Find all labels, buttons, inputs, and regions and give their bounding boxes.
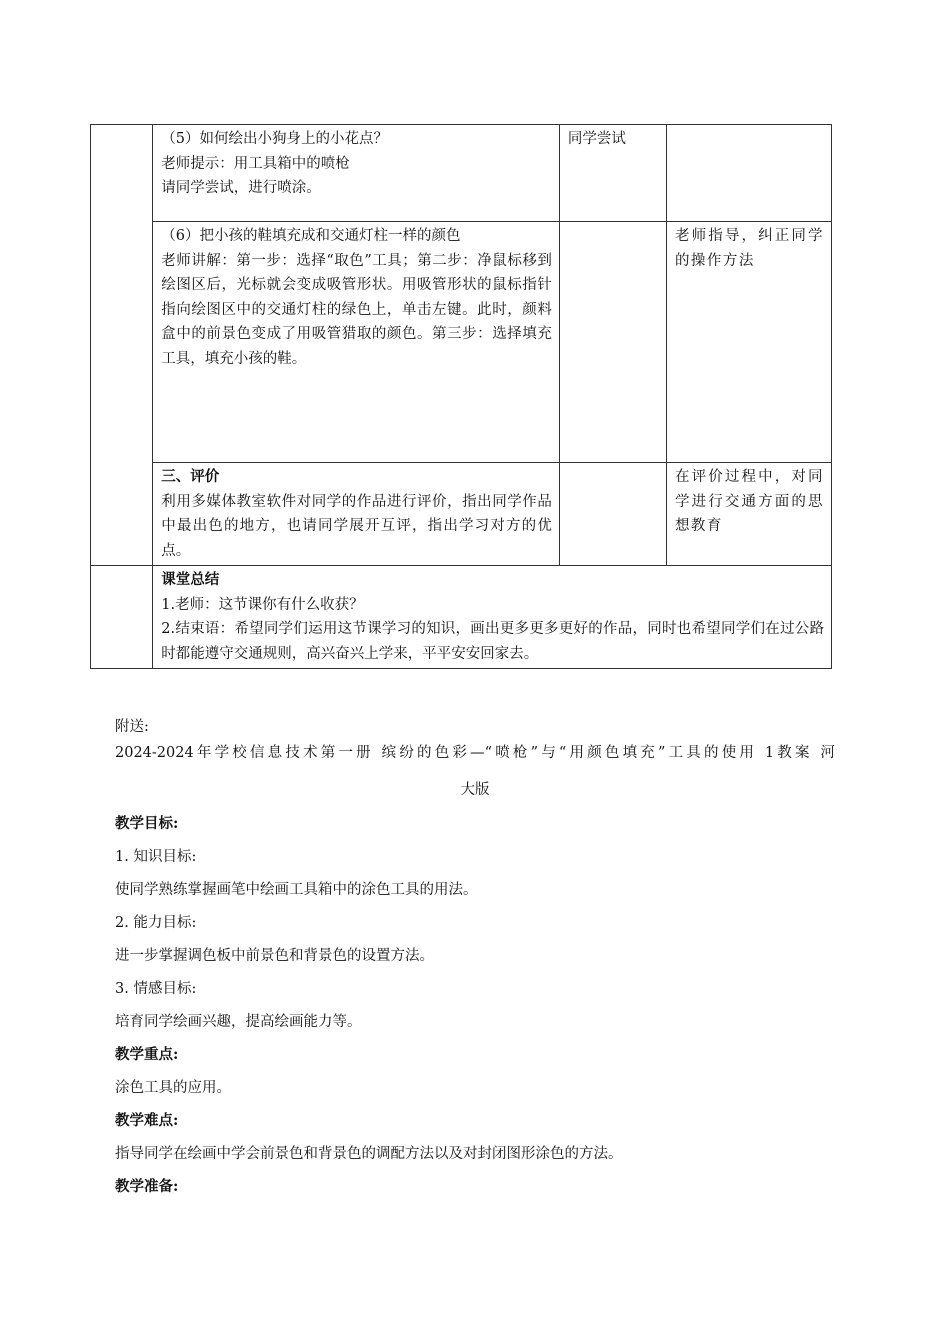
- student-activity-cell: 同学尝试: [559, 125, 666, 222]
- appendix-title: 2024-2024年学校信息技术第一册 缤纷的色彩—“喷枪”与“用颜色填充”工具的使用 1教案 河: [115, 745, 835, 761]
- key-points-heading: 教学重点:: [115, 1046, 179, 1063]
- difficulty-text: 指导同学在绘画中学会前景色和背景色的调配方法以及对封闭图形涂色的方法。: [115, 1146, 623, 1162]
- goal-label: 1. 知识目标:: [115, 849, 197, 865]
- summary-cell: [153, 566, 832, 669]
- content-cell: [153, 125, 560, 222]
- appendix-title-continued: 大版: [460, 782, 490, 798]
- design-note-cell: [666, 125, 831, 222]
- step-body: 老师讲解：第一步：选择“取色”工具；第二步：净鼠标移到绘图区后，光标就会变成吸管形状。用吸管形状的鼠标指针指向绘图区中的交通灯柱的绿色上，单击左键。此时，颜料盒中的前景色变成了用吸管猎取的颜色。第三步：选择填充工具，填充小孩的鞋。: [161, 252, 552, 367]
- summary-line: 1.老师：这节课你有什么收获？: [161, 596, 364, 613]
- table-row: [91, 566, 832, 669]
- content-cell: [153, 222, 560, 463]
- goal-label: 3. 情感目标:: [115, 981, 197, 997]
- difficulty-heading: 教学难点:: [115, 1112, 179, 1129]
- content-line: （5）如何绘出小狗身上的小花点？: [161, 131, 389, 147]
- section-body: 利用多媒体教室软件对同学的作品进行评价，指出同学作品中最出色的地方，也请同学展开互评，指出学习对方的优点。: [161, 493, 552, 559]
- table-row: [91, 125, 832, 222]
- goals-heading: 教学目标:: [115, 815, 179, 832]
- stage-cell: [91, 566, 153, 669]
- goal-text: 培育同学绘画兴趣，提高绘画能力等。: [115, 1014, 362, 1030]
- summary-line: 2.结束语：希望同学们运用这节课学习的知识，画出更多更多更好的作品，同时也希望同学们在过公路时都能遵守交通规则，高兴奋兴上学来，平平安安回家去。: [161, 621, 824, 662]
- student-activity-cell: [559, 222, 666, 463]
- goal-text: 进一步掌握调色板中前景色和背景色的设置方法。: [115, 948, 434, 964]
- lesson-plan-table: [90, 124, 832, 669]
- step-heading: （6）把小孩的鞋填充成和交通灯柱一样的颜色: [161, 228, 461, 244]
- summary-heading: 课堂总结: [161, 571, 220, 588]
- table-row: [91, 463, 832, 566]
- section-heading: 三、评价: [161, 468, 220, 485]
- preparation-heading: 教学准备:: [115, 1178, 179, 1195]
- stage-cell: [91, 125, 153, 566]
- content-line: 请同学尝试，进行喷涂。: [161, 180, 321, 196]
- student-activity-cell: [559, 463, 666, 566]
- design-note-cell: 在评价过程中，对同学进行交通方面的思想教育: [666, 463, 831, 566]
- content-line: 老师提示：用工具箱中的喷枪: [161, 155, 350, 172]
- table-row: [91, 222, 832, 463]
- goal-label: 2. 能力目标:: [115, 915, 197, 931]
- content-cell: [153, 463, 560, 566]
- key-points-text: 涂色工具的应用。: [115, 1080, 231, 1096]
- design-note-cell: 老师指导，纠正同学的操作方法: [666, 222, 831, 463]
- goal-text: 使同学熟练掌握画笔中绘画工具箱中的涂色工具的用法。: [115, 882, 478, 898]
- appendix-intro: 附送:: [115, 719, 149, 735]
